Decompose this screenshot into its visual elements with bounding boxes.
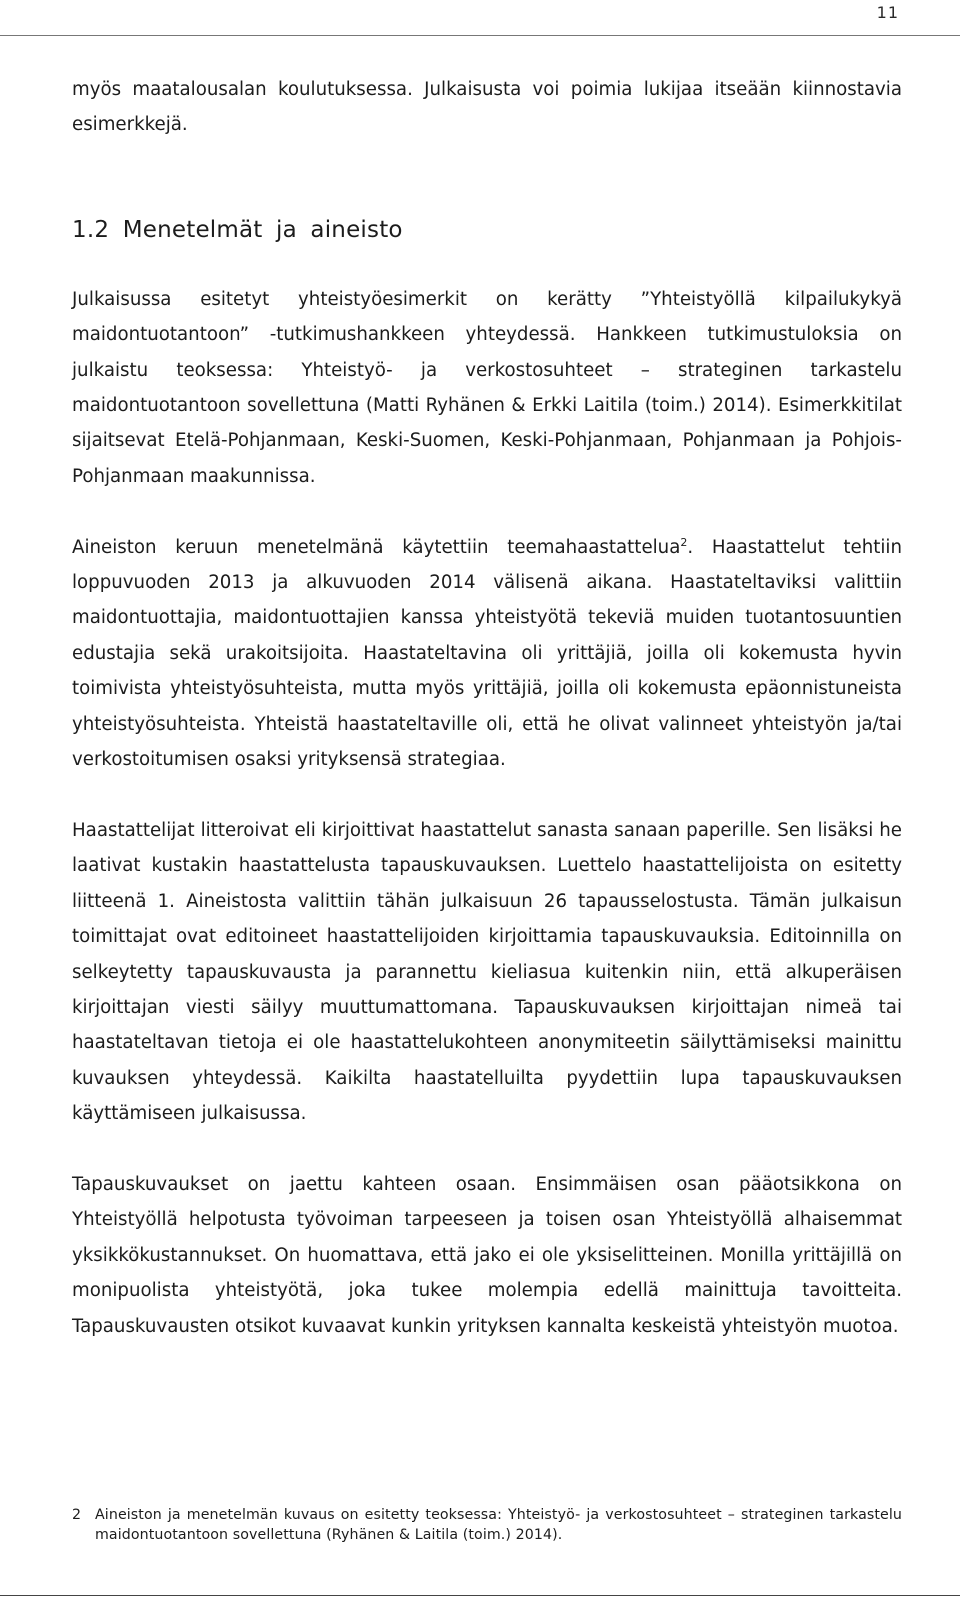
paragraph-intro-continued: myös maatalousalan koulutuksessa. Julkaisusta voi poimia lukijaa itseään kiinnostavia esimerkkejä. <box>72 79 902 136</box>
section-heading <box>72 213 902 248</box>
section-title: Menetelmät ja aineisto <box>122 216 403 243</box>
page-number: 11 <box>876 3 899 22</box>
footnote-text: Aineiston ja menetelmän kuvaus on esitetty teoksessa: Yhteistyö- ja verkostosuhteet – strateginen tarkastelu maidontuotantoon sovellettuna (Ryhänen & Laitila (toim.) 2014). <box>95 1507 902 1543</box>
footnote <box>72 1505 902 1545</box>
footnote-number: 2 <box>72 1507 82 1523</box>
footer-rule <box>0 1595 960 1596</box>
footnote-reference: 2 <box>680 535 688 549</box>
paragraph-project-background: Julkaisussa esitetyt yhteistyöesimerkit on kerätty ”Yhteistyöllä kilpailukykyä maidontuotantoon” -tutkimushankkeen yhteydessä. Hankkeen tutkimustuloksia on julkaistu teoksessa: Yhteistyö- ja verkostosuhteet – strateginen tarkastelu maidontuotantoon sovellettuna (Matti Ryhänen & Erkki Laitila (toim.) 2014). Esimerkkitilat sijaitsevat Etelä-Pohjanmaan, Keski-Suomen, Keski-Pohjanmaan, Pohjanmaan ja Pohjois-Pohjanmaan maakunnissa. <box>72 288 902 487</box>
paragraph-text: . Haastattelut tehtiin loppuvuoden 2013 ja alkuvuoden 2014 välisenä aikana. Haastateltaviksi valittiin maidontuottajia, maidontuottajien kanssa yhteistyötä tekeviä muiden tuotantosuuntien edustajia sekä urakoitsijoita. Haastateltavina oli yrittäjiä, joilla oli kokemusta hyvin toimivista yhteistyösuhteista, mutta myös yrittäjiä, joilla oli kokemusta epäonnistuneista yhteistyösuhteista. Yhteistä haastateltaville oli, että he olivat valinneet yhteistyön ja/tai verkostoitumisen osaksi yrityksensä strategiaa. <box>72 536 902 771</box>
paragraph-transcription: Haastattelijat litteroivat eli kirjoittivat haastattelut sanasta sanaan paperille. Sen lisäksi he laativat kustakin haastattelusta tapauskuvauksen. Luettelo haastattelijoista on esitetty liitteenä 1. Aineistosta valittiin tähän julkaisuun 26 tapausselostusta. Tämän julkaisun toimittajat ovat editoineet haastattelijoiden kirjoittamia tapauskuvauksia. Editoinnilla on selkeytetty tapauskuvausta ja parannettu kieliasua kuitenkin niin, että alkuperäisen kirjoittajan viesti säilyy muuttumattomana. Tapauskuvauksen kirjoittajan nimeä tai haastateltavan tietoja ei ole haastattelukohteen anonymiteetin säilyttämiseksi mainittu kuvauksen yhteydessä. Kaikilta haastatelluilta pyydettiin lupa tapauskuvauksen käyttämiseen julkaisussa. <box>72 819 902 1125</box>
page-body <box>72 72 902 1344</box>
header-rule <box>0 35 960 36</box>
paragraph-data-collection <box>72 530 902 778</box>
paragraph-text: Aineiston keruun menetelmänä käytettiin teemahaastattelua <box>72 536 681 558</box>
paragraph-case-structure: Tapauskuvaukset on jaettu kahteen osaan. Ensimmäisen osan pääotsikkona on Yhteistyöllä helpotusta työvoiman tarpeeseen ja toisen osan Yhteistyöllä alhaisemmat yksikkökustannukset. On huomattava, että jako ei ole yksiselitteinen. Monilla yrittäjillä on monipuolista yhteistyötä, joka tukee molempia edellä mainittuja tavoitteita. Tapauskuvausten otsikot kuvaavat kunkin yrityksen kannalta keskeistä yhteistyön muotoa. <box>72 1173 902 1337</box>
section-number: 1.2 <box>72 216 110 243</box>
